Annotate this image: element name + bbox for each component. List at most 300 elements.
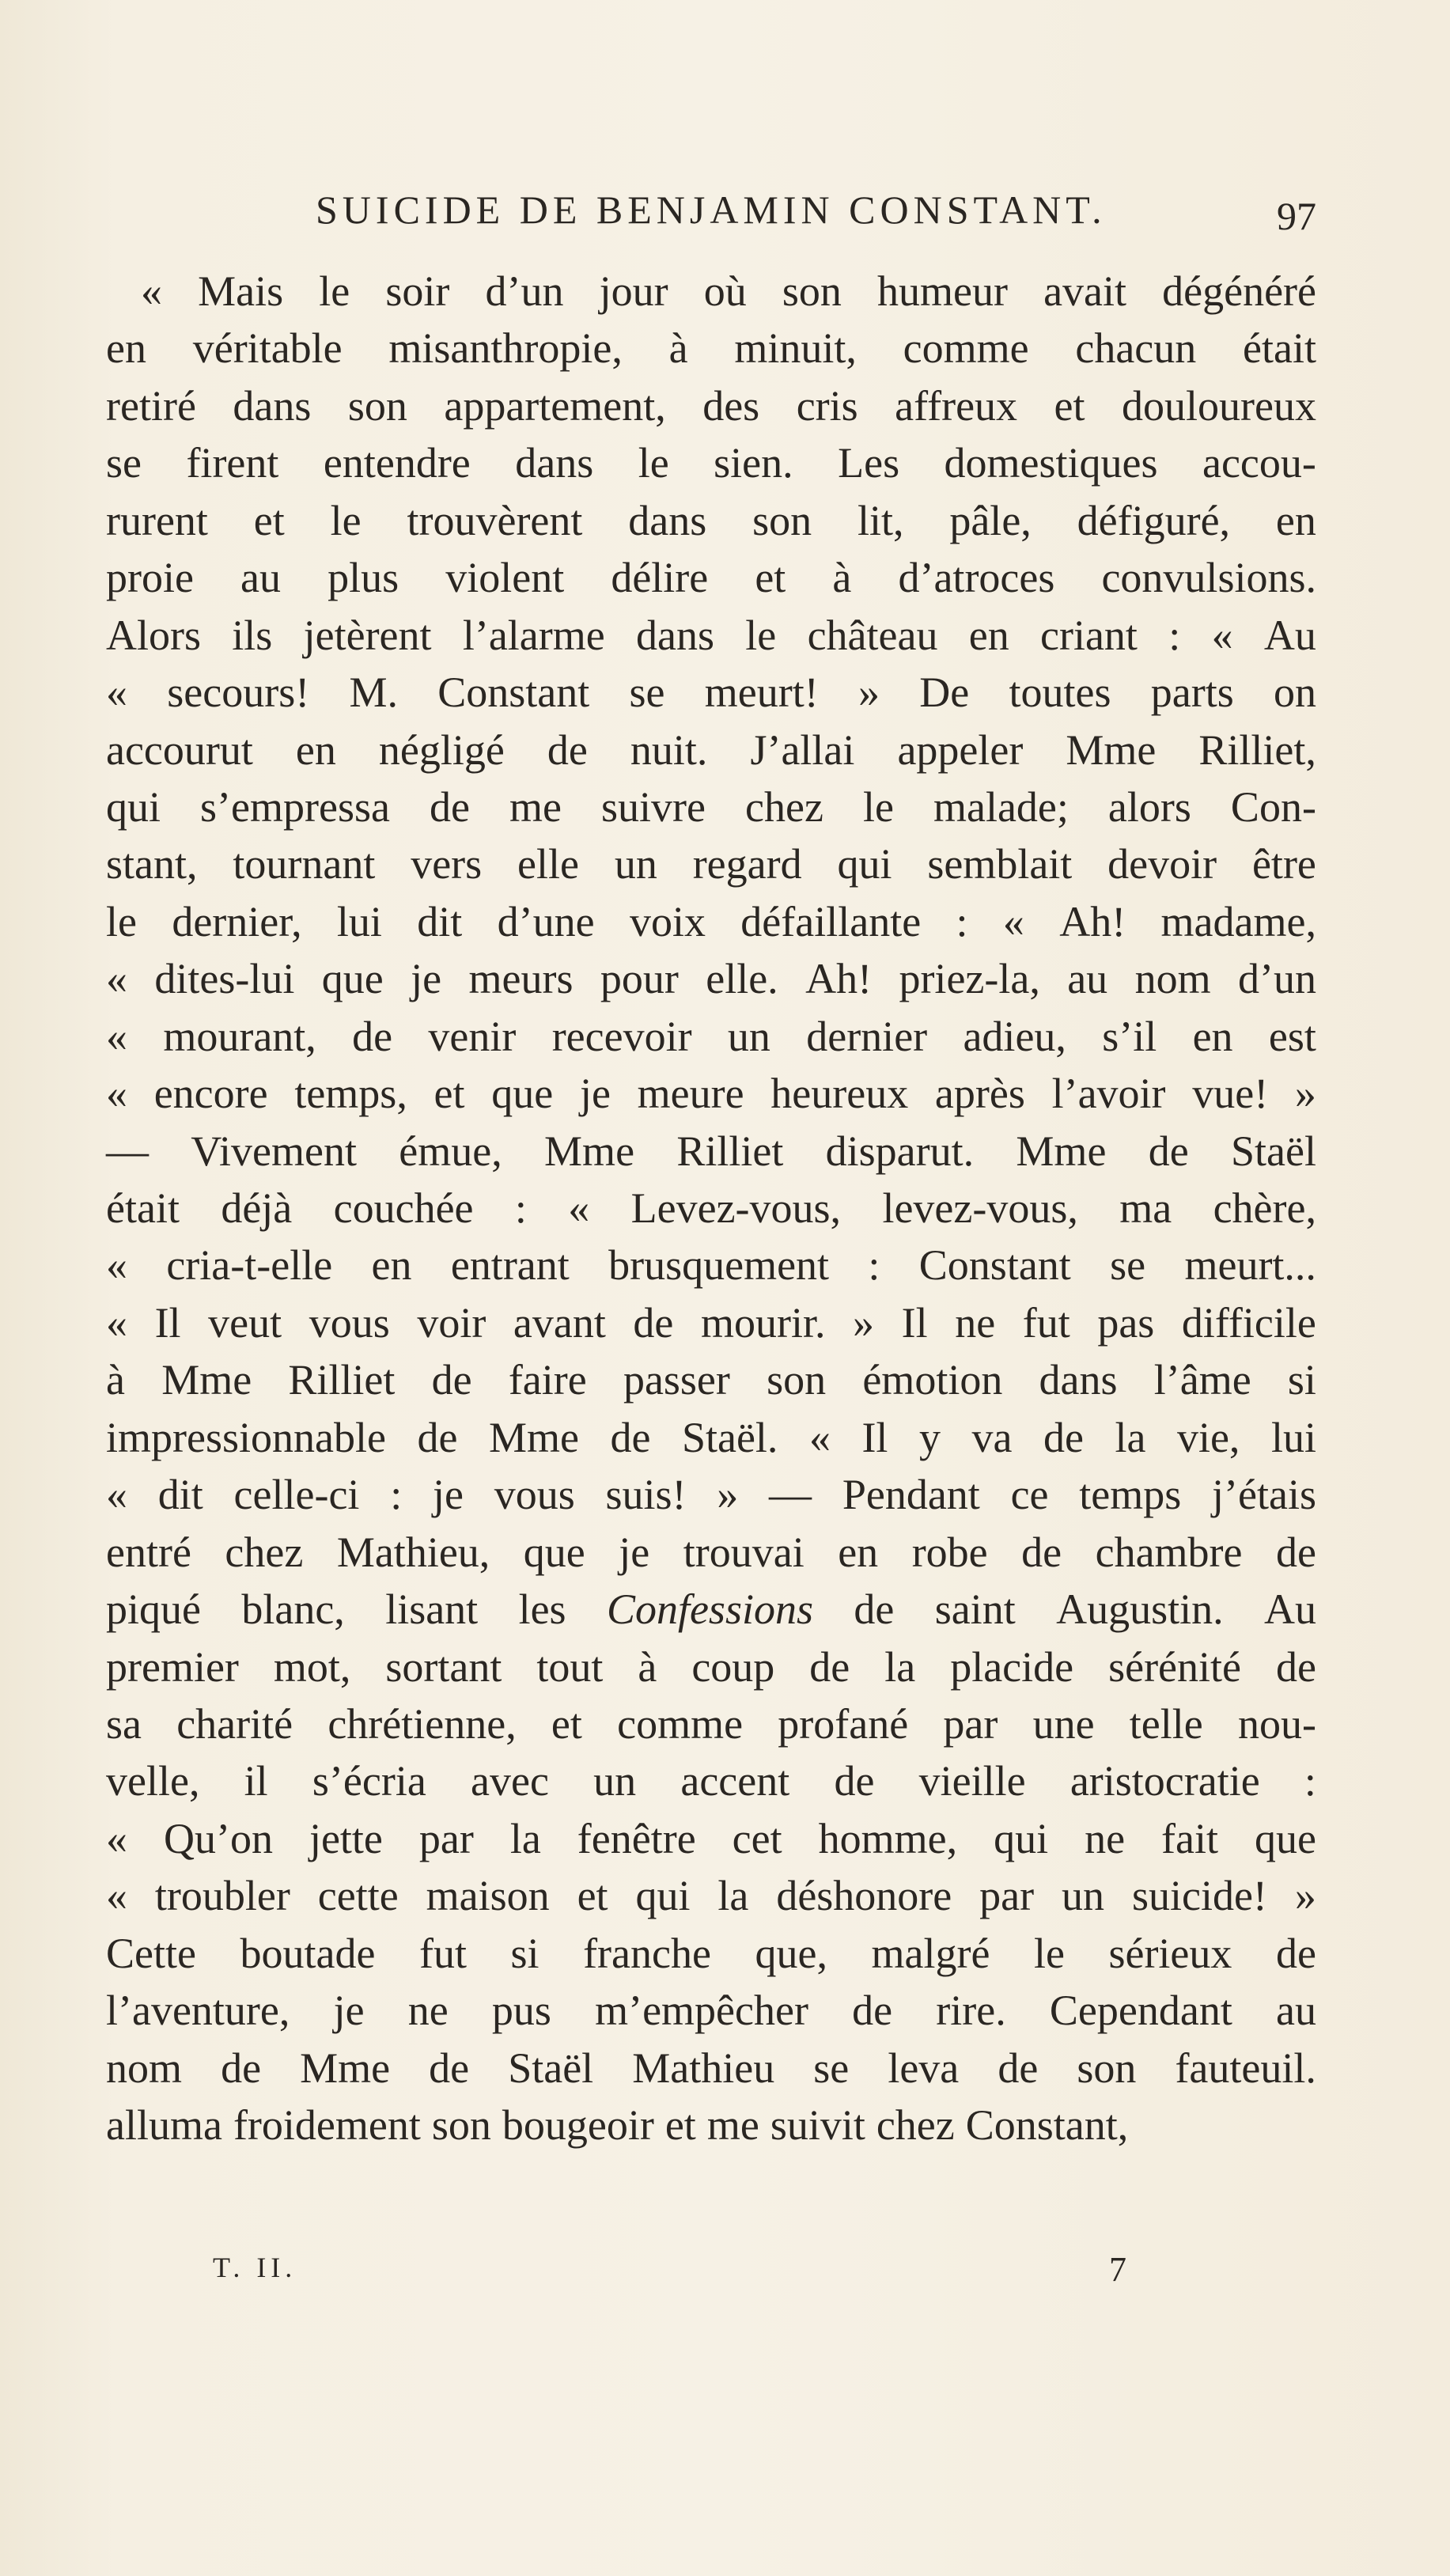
word: que <box>523 1528 585 1576</box>
word: Staël. <box>681 1413 778 1461</box>
text-line <box>106 1294 1316 1351</box>
word: d’une <box>497 897 595 945</box>
word: Il <box>901 1298 928 1347</box>
word: recevoir <box>551 1012 692 1060</box>
word: Rilliet, <box>1198 725 1316 774</box>
word: lui <box>1270 1413 1316 1461</box>
word: fut <box>418 1929 467 1977</box>
word: convulsions. <box>1101 554 1316 602</box>
word: le <box>106 897 137 945</box>
word: « <box>106 1241 127 1290</box>
word: cris <box>796 381 858 430</box>
word: » <box>1294 1070 1316 1118</box>
word: de <box>431 1356 472 1404</box>
word: temps <box>1079 1471 1182 1519</box>
word: le <box>330 496 362 544</box>
word: de <box>1148 1127 1189 1175</box>
word: dites-lui <box>154 955 295 1003</box>
text-line <box>106 1638 1316 1695</box>
word: de <box>633 1298 674 1347</box>
text-line <box>106 1695 1316 1752</box>
word: Qu’on <box>163 1814 273 1862</box>
text-line <box>106 1982 1316 2039</box>
word: Mme <box>161 1356 252 1404</box>
word: De <box>919 669 970 717</box>
word: je <box>432 1471 464 1519</box>
word: entrant <box>450 1241 570 1290</box>
word: saint <box>934 1585 1016 1634</box>
text-line <box>106 2040 1316 2097</box>
word: est <box>1268 1012 1316 1060</box>
word: Il <box>861 1413 888 1461</box>
word: chez <box>225 1528 304 1576</box>
word: Constant <box>437 669 590 717</box>
word: qui <box>106 782 161 831</box>
word: domestiques <box>944 439 1158 487</box>
word: malgré <box>871 1929 990 1977</box>
body-text <box>106 263 1316 2154</box>
word: meure <box>637 1070 744 1118</box>
word: par <box>979 1872 1035 1920</box>
word: venir <box>428 1012 517 1060</box>
word: passer <box>623 1356 730 1404</box>
word: son <box>347 381 407 430</box>
word: en <box>106 324 146 373</box>
word: Augustin. <box>1056 1585 1224 1634</box>
word: par <box>943 1699 998 1748</box>
word: affreux <box>895 381 1018 430</box>
word: tout <box>536 1642 604 1691</box>
word: violent <box>445 554 565 602</box>
word: : <box>1304 1757 1316 1805</box>
word: que, <box>755 1929 827 1977</box>
word: entré <box>106 1528 191 1576</box>
word: l’âme <box>1153 1356 1251 1404</box>
text-line <box>106 893 1316 950</box>
word: Alors <box>106 611 201 659</box>
word: chez <box>876 2101 955 2149</box>
word: vers <box>411 840 483 888</box>
word: Con- <box>1230 782 1316 831</box>
word: ne <box>1085 1814 1126 1862</box>
word: « <box>1211 611 1233 659</box>
word: difficile <box>1181 1298 1316 1347</box>
word: et <box>551 1699 582 1748</box>
word: fauteuil. <box>1175 2044 1316 2092</box>
word: d’atroces <box>898 554 1055 602</box>
word: cria-t-elle <box>166 1241 333 1290</box>
word: faire <box>508 1356 587 1404</box>
word: chère, <box>1213 1184 1316 1232</box>
word: de <box>547 725 588 774</box>
word: Mme <box>1066 725 1157 774</box>
word: de <box>1021 1528 1062 1576</box>
word: ce <box>1010 1471 1049 1519</box>
word: accent <box>680 1757 790 1805</box>
word: Staël <box>1230 1127 1316 1175</box>
word: nuit. <box>630 725 708 774</box>
word: son <box>782 267 842 315</box>
word: de <box>998 2044 1039 2092</box>
word: se <box>629 669 665 717</box>
word: lisant <box>385 1585 479 1634</box>
word: par <box>418 1814 474 1862</box>
word: d’un <box>485 267 564 315</box>
word: piqué <box>106 1585 201 1634</box>
word: château <box>807 611 938 659</box>
running-title: SUICIDE DE BENJAMIN CONSTANT. <box>316 188 1107 232</box>
word: vieille <box>918 1757 1026 1805</box>
word: Rilliet <box>676 1127 784 1175</box>
word: cet <box>732 1814 782 1862</box>
word: vous <box>494 1471 575 1519</box>
word: trouvèrent <box>407 496 583 544</box>
word: firent <box>186 439 279 487</box>
word: des <box>702 381 760 430</box>
word: à <box>106 1356 125 1404</box>
word: qui <box>994 1814 1049 1862</box>
text-line <box>106 1180 1316 1237</box>
text-line <box>106 1581 1316 1638</box>
word: les <box>518 1585 566 1634</box>
word: aristocratie <box>1070 1757 1260 1805</box>
word: jetèrent <box>303 611 432 659</box>
word: ils <box>232 611 273 659</box>
word: en <box>968 611 1009 659</box>
word: de <box>1276 1528 1316 1576</box>
word: jour <box>599 267 668 315</box>
word: « <box>106 955 127 1003</box>
word: suivit <box>770 2101 865 2149</box>
word: un <box>614 840 657 888</box>
word: la <box>509 1814 541 1862</box>
word: mot, <box>273 1642 351 1691</box>
word: tournant <box>233 840 376 888</box>
word: ne <box>955 1298 996 1347</box>
running-head <box>106 187 1316 242</box>
word: mourir. <box>700 1298 826 1347</box>
word: dit <box>157 1471 203 1519</box>
word: de <box>610 1413 651 1461</box>
word: je <box>619 1528 650 1576</box>
word: défiguré, <box>1077 496 1231 544</box>
text-line <box>106 1008 1316 1065</box>
word: de <box>352 1012 393 1060</box>
word: encore <box>153 1070 268 1118</box>
word: Staël <box>508 2044 594 2092</box>
word: Mme <box>544 1127 635 1175</box>
word: m’empêcher <box>595 1987 808 2035</box>
word: dans <box>636 611 714 659</box>
word: fut <box>1022 1298 1070 1347</box>
text-line <box>106 549 1316 606</box>
word: : <box>514 1184 527 1232</box>
word: M. <box>349 669 398 717</box>
word: émotion <box>862 1356 1003 1404</box>
word: de <box>429 2044 470 2092</box>
word: dans <box>1039 1356 1118 1404</box>
word: où <box>703 267 747 315</box>
word: dit <box>417 897 463 945</box>
word: Constant, <box>965 2101 1129 2149</box>
word: véritable <box>192 324 343 373</box>
word: j’étais <box>1212 1471 1316 1519</box>
word: au <box>240 554 282 602</box>
word: soir <box>385 267 450 315</box>
word: madame, <box>1160 897 1316 945</box>
word: délire <box>611 554 709 602</box>
text-line <box>106 835 1316 892</box>
word: elle <box>517 840 579 888</box>
word: s’empressa <box>200 782 390 831</box>
word: défaillante <box>740 897 922 945</box>
word: fait <box>1161 1814 1218 1862</box>
word: Les <box>838 439 900 487</box>
page-number: 97 <box>1277 194 1316 238</box>
word: s’il <box>1102 1012 1157 1060</box>
word: avait <box>1043 267 1127 315</box>
word: on <box>1274 669 1316 717</box>
word: l’alarme <box>462 611 605 659</box>
word: pus <box>491 1987 551 2035</box>
word: suicide! <box>1131 1872 1267 1920</box>
word: en <box>838 1528 879 1576</box>
word: « <box>1002 897 1024 945</box>
text-line <box>106 778 1316 835</box>
word: si <box>1287 1356 1316 1404</box>
word: de <box>852 1987 893 2035</box>
word: toutes <box>1009 669 1111 717</box>
word: pas <box>1097 1298 1155 1347</box>
word: malade; <box>933 782 1069 831</box>
word: à <box>832 554 852 602</box>
word: dernier <box>806 1012 928 1060</box>
word: s’écria <box>312 1757 426 1805</box>
text-line <box>106 1065 1316 1122</box>
word: un <box>593 1757 637 1805</box>
word: nou- <box>1237 1699 1316 1748</box>
word: comme <box>617 1699 744 1748</box>
text-line <box>106 607 1316 664</box>
word: ma <box>1119 1184 1172 1232</box>
word: voix <box>629 897 706 945</box>
word: et <box>1054 381 1085 430</box>
word: telle <box>1129 1699 1203 1748</box>
word: et <box>577 1872 608 1920</box>
word: sortant <box>385 1642 502 1691</box>
word: placide <box>950 1642 1074 1691</box>
word: comme <box>903 324 1029 373</box>
word: après <box>934 1070 1025 1118</box>
word: la <box>884 1642 916 1691</box>
text-line <box>106 1123 1316 1180</box>
word: alluma <box>106 2101 222 2149</box>
word: regard <box>692 840 802 888</box>
word: nom <box>106 2044 183 2092</box>
word: lit, <box>857 496 904 544</box>
word: un <box>727 1012 770 1060</box>
word: de <box>1275 1642 1316 1691</box>
word: le <box>638 439 669 487</box>
word: se <box>813 2044 850 2092</box>
word: je <box>579 1070 611 1118</box>
word: secours! <box>167 669 310 717</box>
word: Mathieu <box>632 2044 775 2092</box>
word: brusquement <box>608 1241 830 1290</box>
word: Cependant <box>1049 1987 1232 2035</box>
word: franche <box>583 1929 711 1977</box>
word: que <box>491 1070 554 1118</box>
word: » <box>1294 1872 1316 1920</box>
word: coup <box>691 1642 775 1691</box>
word: de <box>1043 1413 1084 1461</box>
word: était <box>106 1184 180 1232</box>
word: profané <box>778 1699 909 1748</box>
text-line <box>106 950 1316 1007</box>
word: dégénéré <box>1162 267 1316 315</box>
word: misanthropie, <box>388 324 623 373</box>
word: : <box>868 1241 880 1290</box>
word: son <box>431 2101 491 2149</box>
word: dernier, <box>172 897 302 945</box>
word: « <box>106 669 127 717</box>
word: de <box>854 1585 895 1634</box>
word: qui <box>635 1872 691 1920</box>
word: meurs <box>468 955 574 1003</box>
text-line <box>106 1524 1316 1581</box>
text-line <box>106 1867 1316 1924</box>
word: chambre <box>1095 1528 1243 1576</box>
word: la <box>1115 1413 1146 1461</box>
word: suivre <box>601 782 706 831</box>
word: bougeoir <box>502 2101 654 2149</box>
word: se <box>1110 1241 1146 1290</box>
word: dans <box>233 381 312 430</box>
word: Vivement <box>191 1127 357 1175</box>
word: en <box>295 725 336 774</box>
word: je <box>411 955 442 1003</box>
word: au <box>1276 1987 1316 2035</box>
word: velle, <box>106 1757 200 1805</box>
word: que <box>1254 1814 1316 1862</box>
word: sérénité <box>1108 1642 1241 1691</box>
word: à <box>638 1642 657 1691</box>
word: appartement, <box>444 381 666 430</box>
word: la <box>717 1872 749 1920</box>
word: au <box>1067 955 1108 1003</box>
word: « <box>106 1814 127 1862</box>
word: entendre <box>323 439 471 487</box>
word: Mme <box>300 2044 391 2092</box>
word: proie <box>106 554 194 602</box>
text-line <box>106 1351 1316 1408</box>
word: négligé <box>378 725 505 774</box>
word: « <box>106 1012 127 1060</box>
word: mourant, <box>163 1012 316 1060</box>
word: humeur <box>876 267 1008 315</box>
word: dans <box>628 496 707 544</box>
word: sérieux <box>1108 1929 1232 1977</box>
word: en <box>1275 496 1316 544</box>
word: Pendant <box>842 1471 980 1519</box>
word: charité <box>176 1699 293 1748</box>
word: va <box>971 1413 1013 1461</box>
word: un <box>1062 1872 1105 1920</box>
word: temps, <box>294 1070 407 1118</box>
word: Rilliet <box>288 1356 396 1404</box>
word: Il <box>154 1298 181 1347</box>
text-line <box>106 492 1316 549</box>
word: pâle, <box>949 496 1032 544</box>
word: de <box>1275 1929 1316 1977</box>
word: « <box>106 1298 127 1347</box>
volume-signature: T. II. <box>213 2252 297 2283</box>
word: d’un <box>1237 955 1316 1003</box>
word: que <box>321 955 384 1003</box>
word: celle-ci <box>233 1471 360 1519</box>
word: ne <box>407 1987 449 2035</box>
word: Levez-vous, <box>630 1184 842 1232</box>
word: y <box>918 1413 941 1461</box>
word: voir <box>417 1298 486 1347</box>
word: — <box>769 1471 812 1519</box>
word: Ah! <box>805 955 873 1003</box>
word: accourut <box>106 725 253 774</box>
word: et <box>664 2101 696 2149</box>
word: maison <box>426 1872 550 1920</box>
text-line <box>106 320 1316 377</box>
word: fenêtre <box>577 1814 696 1862</box>
text-line <box>106 2097 1316 2154</box>
text-line <box>106 263 1316 320</box>
word: à <box>668 324 688 373</box>
word: « <box>106 1070 127 1118</box>
word: : <box>1168 611 1181 659</box>
word: Ah! <box>1059 897 1126 945</box>
word: de <box>221 2044 262 2092</box>
word: robe <box>911 1528 988 1576</box>
word: accou- <box>1202 439 1316 487</box>
word: : <box>956 897 968 945</box>
word: meurt! <box>704 669 819 717</box>
word: J’allai <box>750 725 855 774</box>
word: de <box>809 1642 850 1691</box>
word: avec <box>471 1757 549 1805</box>
text-line <box>106 722 1316 778</box>
word: veut <box>208 1298 282 1347</box>
text-line <box>106 1237 1316 1294</box>
word: retiré <box>106 381 196 430</box>
word: Au <box>1263 1585 1316 1634</box>
word: chacun <box>1075 324 1197 373</box>
word: stant, <box>106 840 198 888</box>
word: premier <box>106 1642 239 1691</box>
word: semblait <box>927 840 1073 888</box>
word: l’avoir <box>1051 1070 1166 1118</box>
word: « <box>808 1413 831 1461</box>
word: je <box>333 1987 365 2035</box>
word: une <box>1032 1699 1095 1748</box>
word: levez-vous, <box>882 1184 1078 1232</box>
word: dans <box>515 439 594 487</box>
word: « <box>141 267 162 315</box>
word: appeler <box>897 725 1024 774</box>
word: rurent <box>106 496 208 544</box>
word: » <box>717 1471 739 1519</box>
text-line <box>106 1810 1316 1867</box>
word: « <box>106 1872 127 1920</box>
word: devoir <box>1107 840 1217 888</box>
